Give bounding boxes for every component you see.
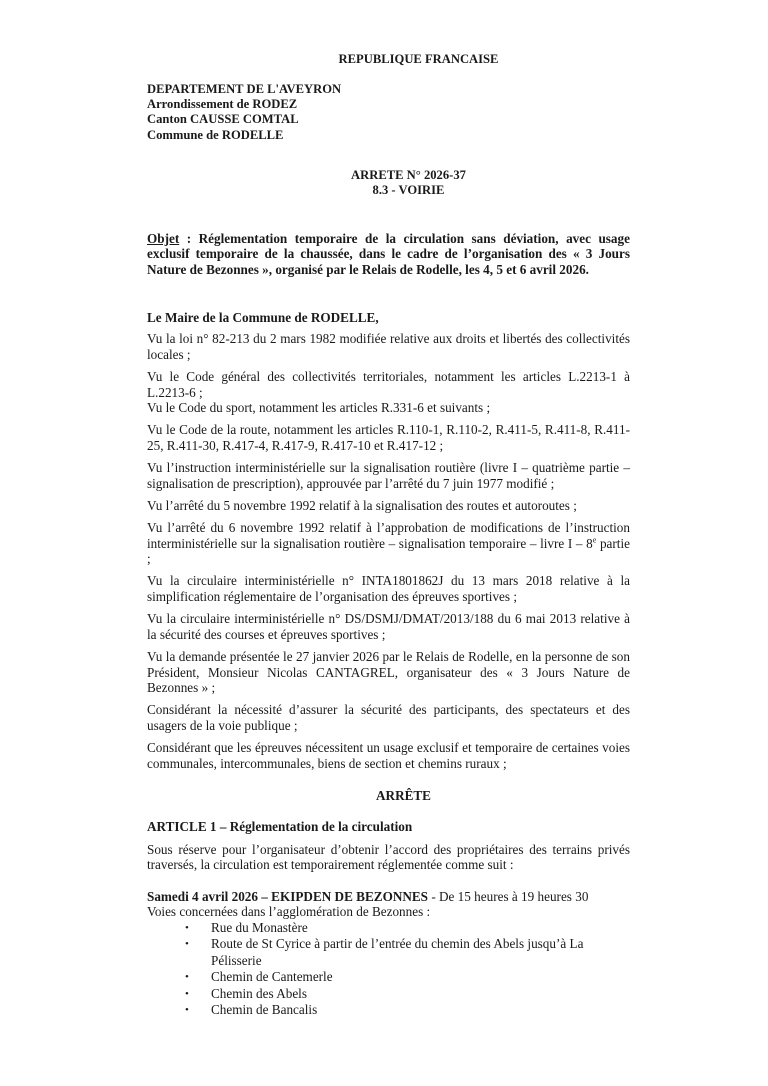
consideration-item: Considérant la nécessité d’assurer la sécurité des participants, des spectateurs et des usagers de la voie publique ; [147, 702, 630, 733]
objet-label: Objet [147, 230, 180, 246]
consideration-item: Vu le Code de la route, notamment les articles R.110-1, R.110-2, R.411-5, R.411-8, R.411-25, R.411-30, R.417-4, R.417-9, R.417-10 et R.417-12 ; [147, 422, 630, 453]
road-item [185, 985, 630, 1002]
consideration-text: Vu l’arrêté du 6 novembre 1992 relatif à l’approbation de modifications de l’instruction interministérielle sur la signalisation routière – signalisation temporaire – livre I – 8 [147, 520, 630, 551]
arrete-number: ARRETE N° 2026-37 [351, 167, 466, 182]
road-item [185, 919, 630, 936]
roads-list [185, 919, 630, 1018]
road-name: Route de St Cyrice à partir de l’entrée du chemin des Abels jusqu’à La Pélisserie [211, 936, 584, 968]
objet-text: Réglementation temporaire de la circulation sans déviation, avec usage exclusif temporaire de la chaussée, dans le cadre de l’organisation des « 3 Jours Nature de Bezonnes », organisé par le Relais de Rodelle, les 4, 5 et 6 avril 2026. [147, 230, 630, 277]
consideration-item: Vu la circulaire interministérielle n° DS/DSMJ/DMAT/2013/188 du 6 mai 2013 relative à la sécurité des courses et épreuves sportives ; [147, 611, 630, 642]
consideration-item: Vu la loi n° 82-213 du 2 mars 1982 modifiée relative aux droits et libertés des collectivités locales ; [147, 331, 630, 362]
bullet-icon: • [185, 1003, 189, 1016]
road-item [185, 936, 630, 969]
republic-title: REPUBLIQUE FRANCAISE [338, 52, 499, 66]
objet-paragraph [147, 231, 630, 278]
bullet-icon: • [185, 987, 189, 1000]
consideration-tail: partie ; [147, 535, 630, 567]
road-item [185, 969, 630, 985]
event-date-title: Samedi 4 avril 2026 – EKIPDEN DE BEZONNES [147, 888, 429, 904]
superscript: e [592, 535, 597, 545]
road-name: Chemin des Abels [211, 985, 307, 1001]
commune-line: Commune de RODELLE [147, 127, 284, 142]
roads-intro: Voies concernées dans l’agglomération de Bezonnes : [147, 904, 431, 920]
consideration-item: Vu le Code général des collectivités territoriales, notamment les articles L.2213-1 à L.2213-6 ; [147, 368, 630, 400]
arrondissement-line: Arrondissement de RODEZ [147, 97, 298, 112]
administrative-block [147, 82, 630, 143]
canton-line: Canton CAUSSE COMTAL [147, 112, 299, 127]
mayor-line: Le Maire de la Commune de RODELLE, [147, 309, 379, 325]
article-1-title: ARTICLE 1 – Réglementation de la circulation [147, 818, 413, 834]
road-name: Chemin de Bancalis [211, 1001, 318, 1017]
objet-separator: : [179, 230, 199, 246]
bullet-icon: • [185, 921, 189, 934]
department-line: DEPARTEMENT DE L'AVEYRON [147, 82, 342, 96]
bullet-icon: • [185, 938, 189, 951]
road-name: Chemin de Cantemerle [211, 969, 333, 985]
event-time: - De 15 heures à 19 heures 30 [428, 888, 589, 904]
road-name: Rue du Monastère [211, 919, 308, 935]
consideration-item: Vu la demande présentée le 27 janvier 2026 par le Relais de Rodelle, en la personne de son Président, Monsieur Nicolas CANTAGREL, organisateur des « 3 Jours Nature de Bezonnes » ; [147, 649, 630, 696]
arrete-decision-heading: ARRÊTE [376, 788, 431, 804]
road-item [185, 1001, 630, 1018]
consideration-item: Vu l’instruction interministérielle sur la signalisation routière (livre I – quatrième partie – signalisation de prescription), approuvée par l’arrêté du 7 juin 1977 modifié ; [147, 460, 630, 491]
considerations-list [147, 331, 630, 771]
consideration-item: Vu la circulaire interministérielle n° INTA1801862J du 13 mars 2018 relative à la simplification réglementaire de l’organisation des épreuves sportives ; [147, 573, 630, 605]
arrete-heading [187, 168, 630, 199]
consideration-item [147, 520, 630, 567]
consideration-item: Considérant que les épreuves nécessitent un usage exclusif et temporaire de certaines voies communales, intercommunales, biens de section et chemins ruraux ; [147, 740, 630, 771]
bullet-icon: • [185, 971, 189, 984]
consideration-item: Vu le Code du sport, notamment les articles R.331-6 et suivants ; [147, 400, 491, 416]
event-line [147, 889, 630, 905]
article-1-intro: Sous réserve pour l’organisateur d’obtenir l’accord des propriétaires des terrains privés traversés, la circulation est temporairement réglementée comme suit : [147, 841, 630, 873]
arrete-category: 8.3 - VOIRIE [372, 183, 445, 198]
consideration-item: Vu l’arrêté du 5 novembre 1992 relatif à la signalisation des routes et autoroutes ; [147, 497, 577, 513]
